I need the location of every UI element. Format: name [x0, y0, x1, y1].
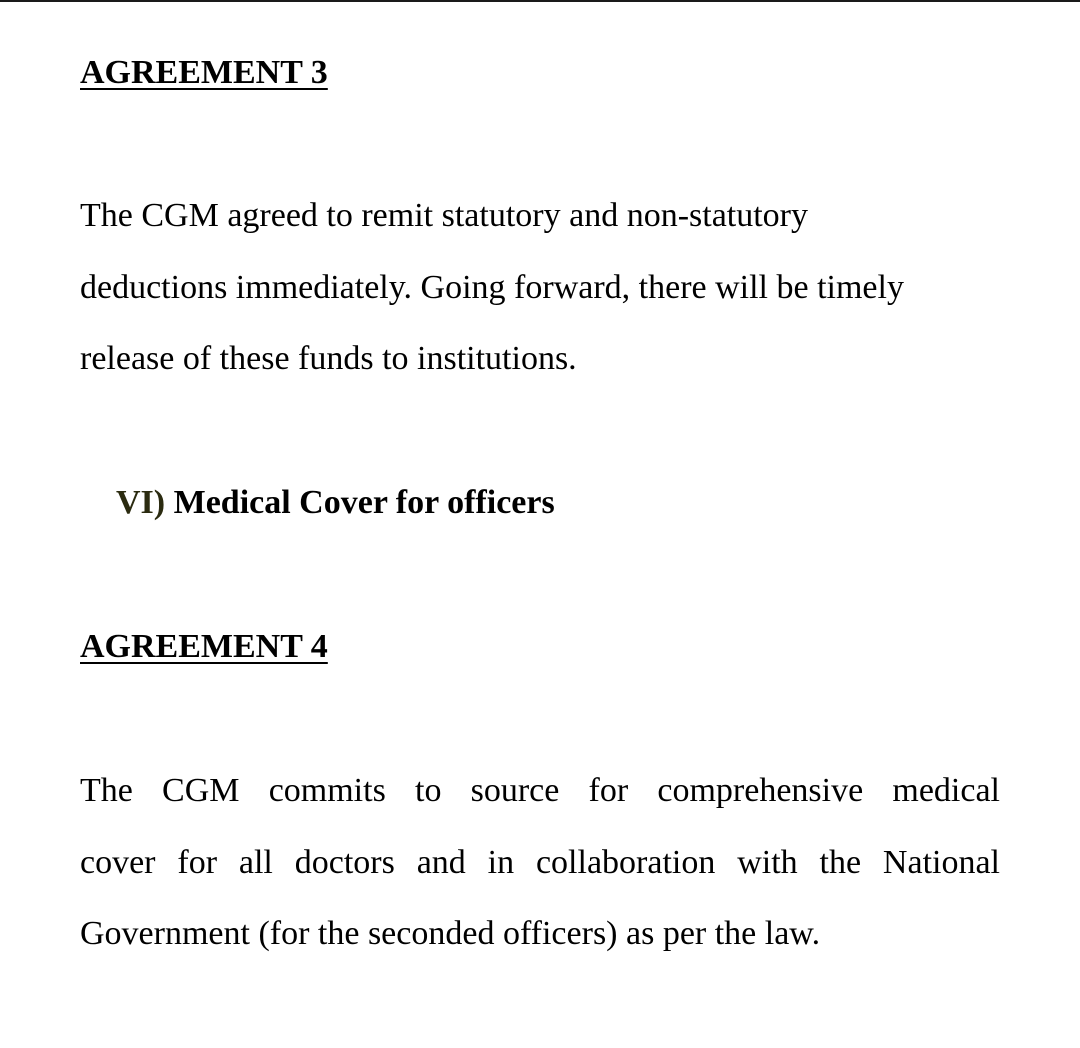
agreement-3-body — [80, 180, 1000, 395]
top-border-line — [0, 0, 1080, 2]
agreement-4-line-3: Government (for the seconded officers) as per the law. — [80, 915, 821, 952]
agreement-4-line-2: cover for all doctors and in collaboration with the National — [80, 843, 1000, 881]
agreement-3-line-3: release of these funds to institutions. — [80, 340, 577, 377]
agreement-3-heading: AGREEMENT 3 — [80, 54, 328, 91]
section-number: VI) — [116, 484, 166, 521]
section-heading-medical-cover — [116, 483, 555, 523]
agreement-4-heading: AGREEMENT 4 — [80, 628, 328, 665]
agreement-4-body — [80, 755, 1000, 970]
section-title: Medical Cover for officers — [173, 484, 555, 521]
agreement-3-line-2: deductions immediately. Going forward, there will be timely — [80, 268, 904, 306]
agreement-3-line-1: The CGM agreed to remit statutory and non-statutory — [80, 197, 808, 234]
agreement-4-line-1: The CGM commits to source for comprehensive medical — [80, 772, 1000, 809]
